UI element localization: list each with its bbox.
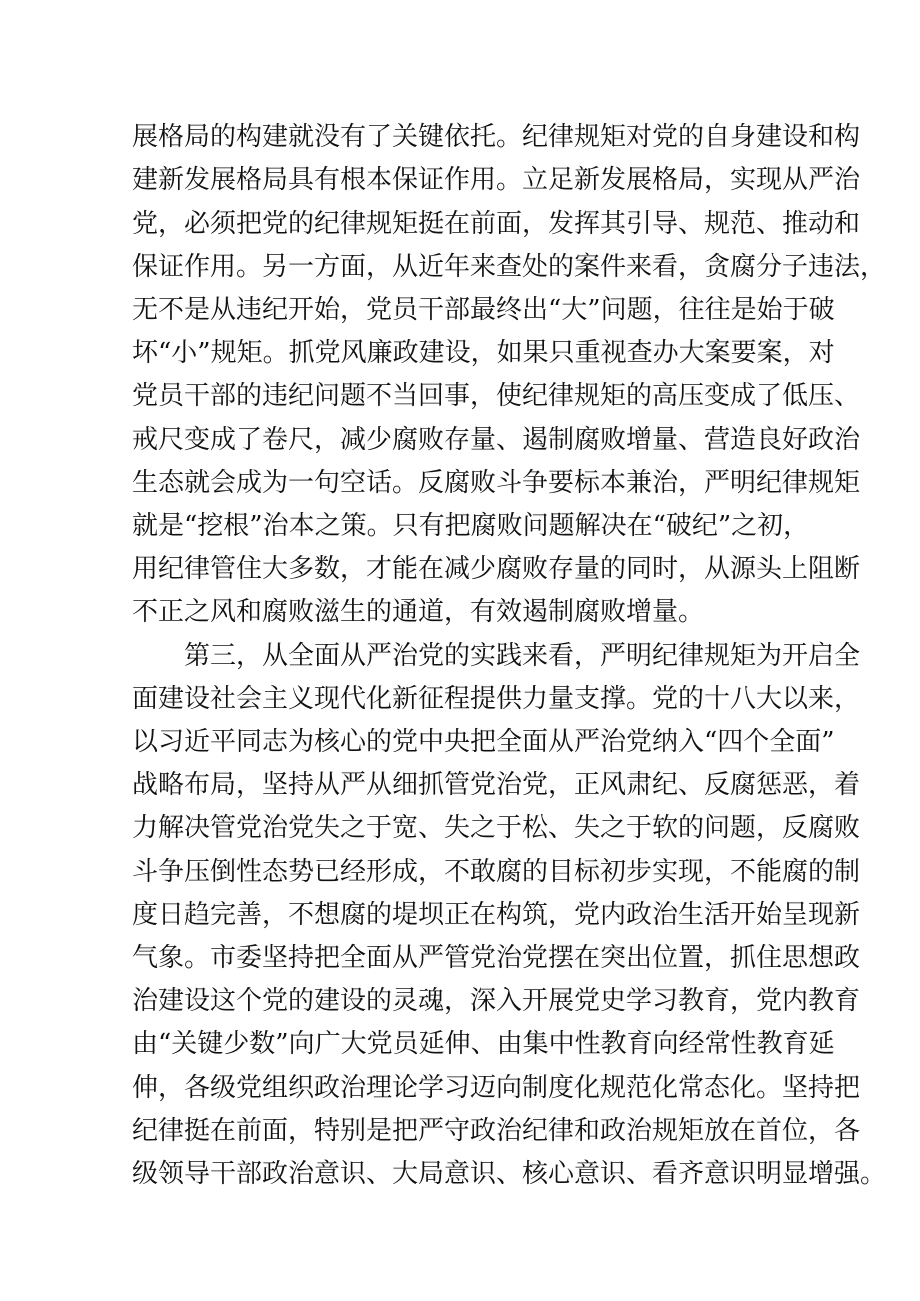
- text-line: 党，必须把党的纪律规矩挺在前面，发挥其引导、规范、推动和: [132, 209, 861, 239]
- text-line: 不正之风和腐败滋生的通道，有效遏制腐败增量。: [132, 597, 705, 627]
- text-line: 戒尺变成了卷尺，减少腐败存量、遏制腐败增量、营造良好政治: [132, 425, 861, 455]
- text-line: 纪律挺在前面，特别是把严守政治纪律和政治规矩放在首位，各: [132, 1116, 861, 1146]
- text-line: 战略布局，坚持从严从细抓管党治党，正风肃纪、反腐惩恶，着: [132, 770, 861, 800]
- paragraph-first-line: 第三，从全面从严治党的实践来看，严明纪律规矩为开启全: [184, 641, 861, 671]
- text-line: 党员干部的违纪问题不当回事，使纪律规矩的高压变成了低压、: [132, 381, 861, 411]
- text-line: 以习近平同志为核心的党中央把全面从严治党纳入“四个全面”: [132, 727, 835, 757]
- text-line: 坏“小”规矩。抓党风廉政建设，如果只重视查办大案要案，对: [132, 338, 835, 368]
- text-line: 面建设社会主义现代化新征程提供力量支撑。党的十八大以来，: [132, 684, 861, 714]
- text-line: 就是“挖根”治本之策。只有把腐败问题解决在“破纪”之初，: [132, 511, 810, 541]
- text-line: 级领导干部政治意识、大局意识、核心意识、看齐意识明显增强。: [132, 1159, 887, 1189]
- text-line: 伸，各级党组织政治理论学习迈向制度化规范化常态化。坚持把: [132, 1073, 861, 1103]
- text-line: 保证作用。另一方面，从近年来查处的案件来看，贪腐分子违法，: [132, 252, 887, 282]
- text-line: 由“关键少数”向广大党员延伸、由集中性教育向经常性教育延: [132, 1029, 835, 1059]
- text-line: 斗争压倒性态势已经形成，不敢腐的目标初步实现，不能腐的制: [132, 857, 861, 887]
- text-line: 用纪律管住大多数，才能在减少腐败存量的同时，从源头上阻断: [132, 554, 861, 584]
- text-line: 力解决管党治党失之于宽、失之于松、失之于软的问题，反腐败: [132, 813, 861, 843]
- text-line: 治建设这个党的建设的灵魂，深入开展党史学习教育，党内教育: [132, 986, 861, 1016]
- text-line: 生态就会成为一句空话。反腐败斗争要标本兼治，严明纪律规矩: [132, 468, 861, 498]
- text-line: 气象。市委坚持把全面从严管党治党摆在突出位置，抓住思想政: [132, 943, 861, 973]
- text-line: 度日趋完善，不想腐的堤坝正在构筑，党内政治生活开始呈现新: [132, 900, 861, 930]
- text-line: 建新发展格局具有根本保证作用。立足新发展格局，实现从严治: [132, 165, 861, 195]
- text-line: 无不是从违纪开始，党员干部最终出“大”问题，往往是始于破: [132, 295, 835, 325]
- text-line: 展格局的构建就没有了关键依托。纪律规矩对党的自身建设和构: [132, 122, 861, 152]
